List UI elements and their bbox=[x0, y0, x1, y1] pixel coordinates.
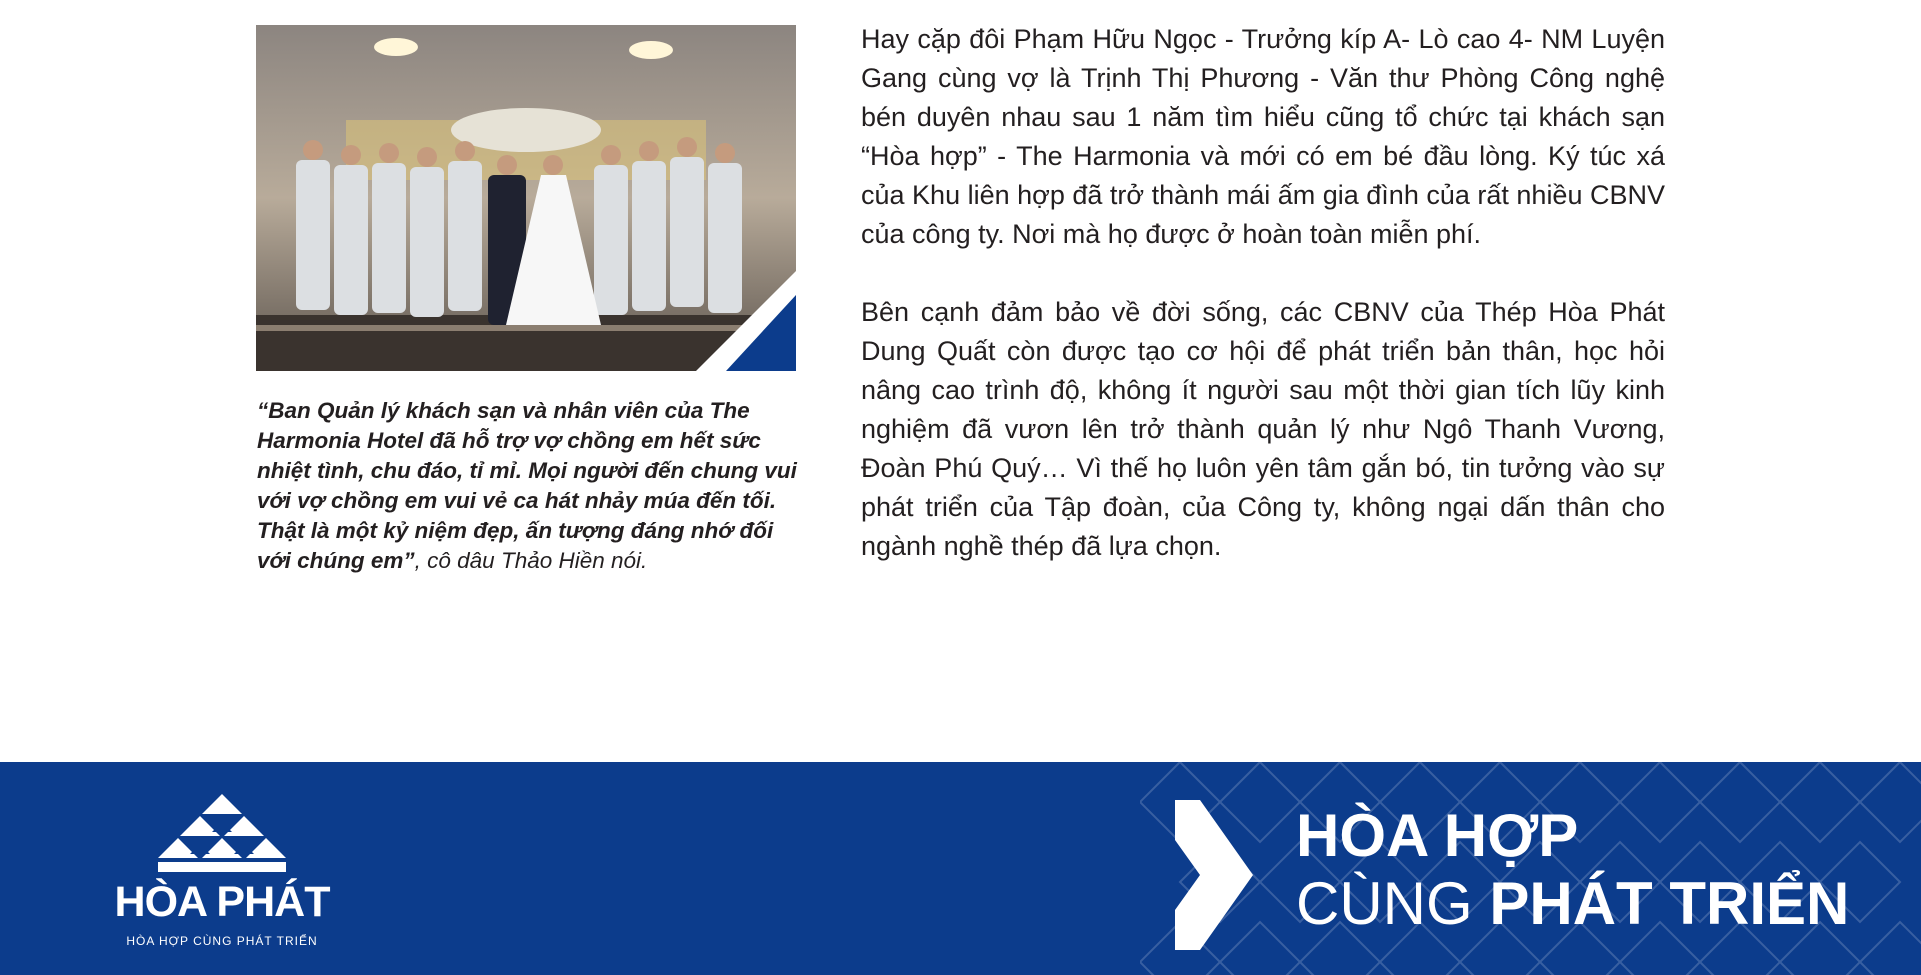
slogan-line-1: HÒA HỢP bbox=[1296, 802, 1579, 869]
body-paragraph-2: Bên cạnh đảm bảo về đời sống, các CBNV của Thép Hòa Phát Dung Quất còn được tạo cơ hội để phát triển bản thân, học hỏi nâng cao trình độ, không ít người sau một thời gian tích lũy kinh nghiệm đã vươn lên trở thành quản lý như Ngô Thanh Vương, Đoàn Phú Quý… Vì thế họ luôn yên tâm gắn bó, tin tưởng vào sự phát triển của Tập đoàn, của Công ty, không ngại dấn thân cho ngành nghề thép đã lựa chọn. bbox=[861, 297, 1665, 561]
slogan bbox=[1296, 802, 1849, 938]
logo-tagline: HÒA HỢP CÙNG PHÁT TRIỂN bbox=[126, 934, 318, 948]
logo-wordmark: HÒA PHÁT bbox=[114, 878, 330, 926]
slogan-line-2 bbox=[1296, 870, 1849, 938]
chevron-right-icon bbox=[1175, 800, 1255, 950]
photo-caption bbox=[257, 396, 797, 576]
article-body bbox=[861, 20, 1665, 605]
footer-banner bbox=[0, 762, 1921, 975]
slogan-line-2-part-a: CÙNG bbox=[1296, 870, 1490, 937]
slogan-line-2-part-b: PHÁT TRIỂN bbox=[1489, 870, 1850, 937]
caption-quote: “Ban Quản lý khách sạn và nhân viên của The Harmonia Hotel đã hỗ trợ vợ chồng em hết sức nhiệt tình, chu đáo, tỉ mỉ. Mọi người đến chung vui với vợ chồng em vui vẻ ca hát nhảy múa đến tối. Thật là một kỷ niệm đẹp, ấn tượng đáng nhớ đối với chúng em” bbox=[257, 398, 797, 573]
wedding-photo bbox=[256, 25, 796, 371]
logo-mark-icon bbox=[102, 792, 342, 876]
caption-attribution: , cô dâu Thảo Hiền nói. bbox=[414, 548, 648, 573]
body-paragraph-1: Hay cặp đôi Phạm Hữu Ngọc - Trưởng kíp A- Lò cao 4- NM Luyện Gang cùng vợ là Trịnh Thị Phương - Văn thư Phòng Công nghệ bén duyên nhau sau 1 năm tìm hiểu cũng tổ chức tại khách sạn “Hòa hợp” - The Harmonia và mới có em bé đầu lòng. Ký túc xá của Khu liên hợp đã trở thành mái ấm gia đình của rất nhiều CBNV của công ty. Nơi mà họ được ở hoàn toàn miễn phí. bbox=[861, 24, 1665, 249]
hoa-phat-logo bbox=[102, 792, 342, 962]
